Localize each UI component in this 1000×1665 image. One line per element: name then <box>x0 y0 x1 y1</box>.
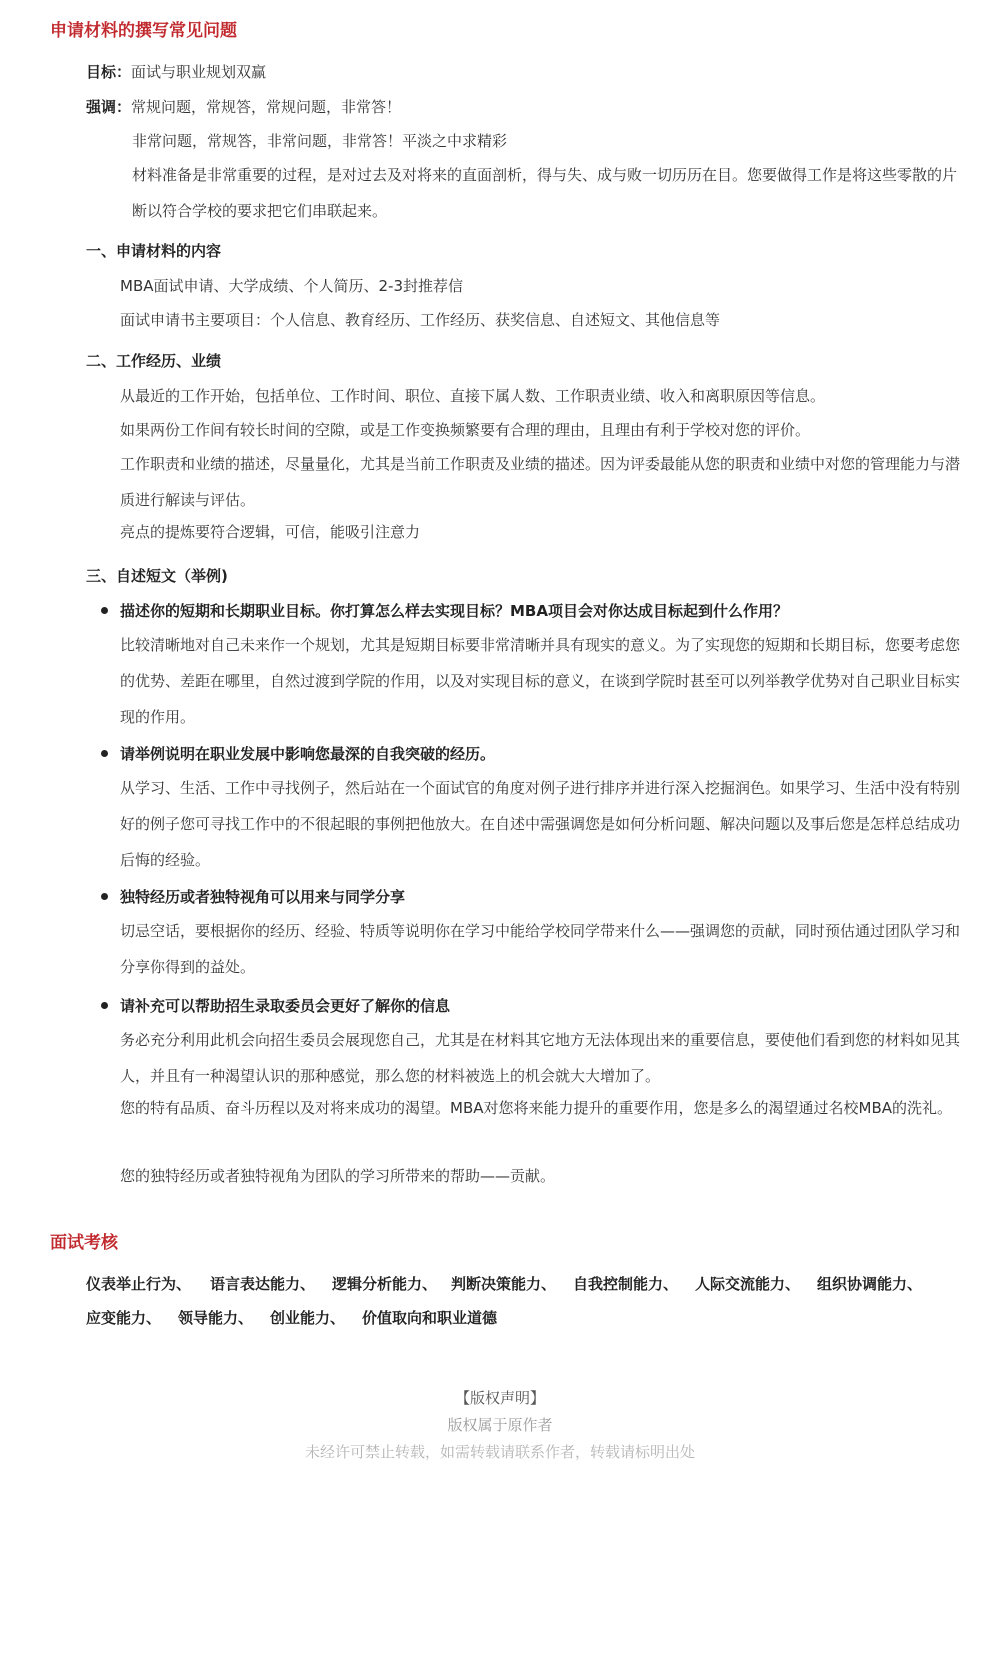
essay-bullet-text-4: 务必充分利用此机会向招生委员会展现您自己，尤其是在材料其它地方无法体现出来的重要信息，要使他们看到您的材料如见其人，并且有一种渴望认识的那种感觉，那么您的材料被选上的机会就大大增加了。 <box>120 1031 961 1085</box>
subheading-essay: 三、自述短文（举例) <box>86 567 228 585</box>
trait-item: 领导能力、 <box>178 1309 254 1327</box>
essay-bullet-text-2: 从学习、生活、工作中寻找例子，然后站在一个面试官的角度对例子进行排序并进行深入挖掘润色。如果学习、生活中没有特别好的例子您可寻找工作中的不很起眼的事例把他放大。在自述中需强调您是如何分析问题、解决问题以及事后您是怎样总结成功后悔的经验。 <box>120 779 961 869</box>
trait-item: 创业能力、 <box>270 1309 346 1327</box>
essay-bullet-title-4: 请补充可以帮助招生录取委员会更好了解你的信息 <box>120 997 451 1015</box>
work-line-3: 工作职责和业绩的描述，尽量量化，尤其是当前工作职责及业绩的描述。因为评委最能从您的职责和业绩中对您的管理能力与潜质进行解读与评估。 <box>120 455 961 509</box>
work-line-4: 亮点的提炼要符合逻辑，可信，能吸引注意力 <box>120 523 421 541</box>
subheading-work: 二、工作经历、业绩 <box>86 352 222 370</box>
subheading-contents: 一、申请材料的内容 <box>86 242 222 260</box>
trait-item: 组织协调能力、 <box>817 1275 923 1293</box>
goal-label: 目标： <box>86 63 132 81</box>
essay-bullet-text-4c: 您的独特经历或者独特视角为团队的学习所带来的帮助——贡献。 <box>120 1167 556 1185</box>
essay-bullet-text-3: 切忌空话，要根据你的经历、经验、特质等说明你在学习中能给学校同学带来什么——强调您的贡献，同时预估通过团队学习和分享你得到的益处。 <box>120 922 961 976</box>
trait-item: 价值取向和职业道德 <box>362 1309 498 1327</box>
trait-item: 仪表举止行为、 <box>86 1275 192 1293</box>
contents-line-2: 面试申请书主要项目：个人信息、教育经历、工作经历、获奖信息、自述短文、其他信息等 <box>120 311 721 329</box>
bullet-icon <box>101 893 108 900</box>
trait-item: 应变能力、 <box>86 1309 162 1327</box>
bullet-icon <box>101 1002 108 1009</box>
essay-bullet-title-3: 独特经历或者独特视角可以用来与同学分享 <box>120 888 406 906</box>
essay-bullet-text-1: 比较清晰地对自己未来作一个规划，尤其是短期目标要非常清晰并具有现实的意义。为了实现您的短期和长期目标，您要考虑您的优势、差距在哪里，自然过渡到学院的作用，以及对实现目标的意义，在谈到学院时甚至可以列举教学优势对自己职业目标实现的作用。 <box>120 636 961 726</box>
goal-text: 面试与职业规划双赢 <box>131 63 267 81</box>
work-line-2: 如果两份工作间有较长时间的空隙，或是工作变换频繁要有合理的理由，且理由有利于学校对您的评价。 <box>120 421 811 439</box>
emphasis-text-1: 常规问题，常规答，常规问题，非常答！ <box>131 98 402 116</box>
contents-line-1: MBA面试申请、大学成绩、个人简历、2-3封推荐信 <box>120 277 463 295</box>
section-title-materials: 申请材料的撰写常见问题 <box>50 21 237 41</box>
emphasis-label: 强调： <box>86 98 132 116</box>
copyright-notice: 未经许可禁止转载，如需转载请联系作者，转载请标明出处 <box>304 1443 695 1461</box>
trait-item: 自我控制能力、 <box>573 1275 679 1293</box>
trait-item: 判断决策能力、 <box>451 1275 557 1293</box>
essay-bullet-title-1: 描述你的短期和长期职业目标。你打算怎么样去实现目标？MBA项目会对你达成目标起到什么作用？ <box>120 602 788 620</box>
work-line-1: 从最近的工作开始，包括单位、工作时间、职位、直接下属人数、工作职责业绩、收入和离职原因等信息。 <box>120 387 826 405</box>
trait-item: 逻辑分析能力、 <box>332 1275 438 1293</box>
trait-item: 语言表达能力、 <box>210 1275 316 1293</box>
copyright-heading: 【版权声明】 <box>454 1389 545 1407</box>
emphasis-paragraph: 材料准备是非常重要的过程，是对过去及对将来的直面剖析，得与失、成与败一切历历在目。您要做得工作是将这些零散的片断以符合学校的要求把它们串联起来。 <box>132 166 958 220</box>
copyright-owner: 版权属于原作者 <box>447 1416 553 1434</box>
trait-item: 人际交流能力、 <box>695 1275 801 1293</box>
section-title-interview: 面试考核 <box>50 1233 118 1253</box>
goal-line <box>86 62 266 82</box>
bullet-icon <box>101 607 108 614</box>
emphasis-text-2: 非常问题，常规答，非常问题，非常答！平淡之中求精彩 <box>132 132 508 150</box>
essay-bullet-text-4b: 您的特有品质、奋斗历程以及对将来成功的渴望。MBA对您将来能力提升的重要作用，您是多么的渴望通过名校MBA的洗礼。 <box>120 1099 952 1117</box>
essay-bullet-title-2: 请举例说明在职业发展中影响您最深的自我突破的经历。 <box>120 745 496 763</box>
bullet-icon <box>101 750 108 757</box>
emphasis-line-1 <box>86 97 401 117</box>
